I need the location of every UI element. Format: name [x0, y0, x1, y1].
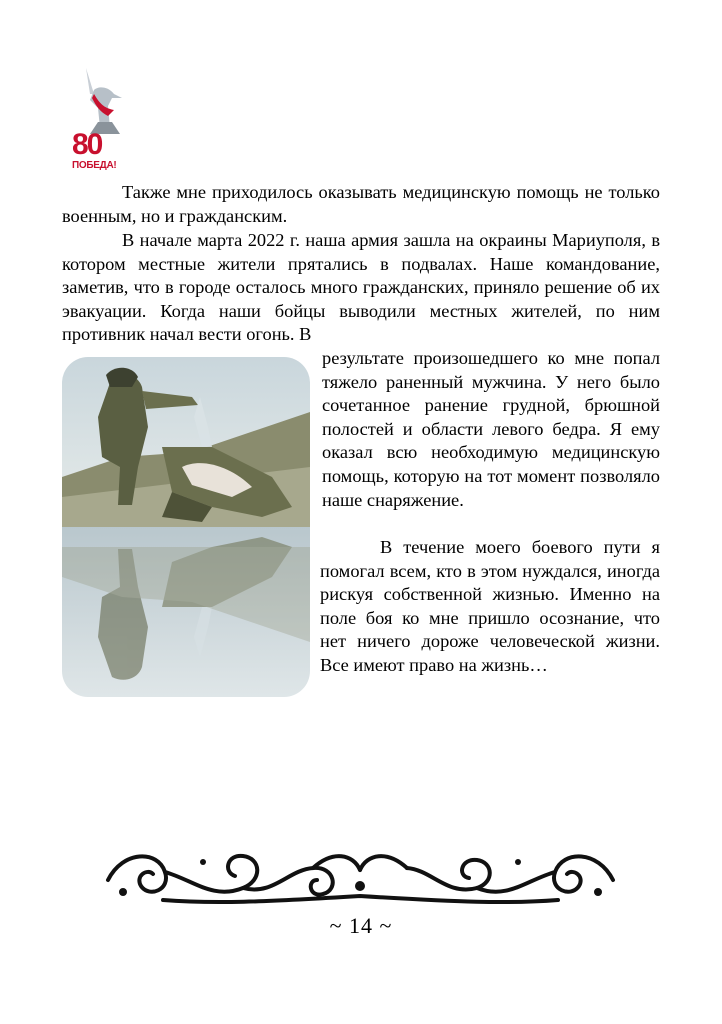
paragraph-2: В начале марта 2022 г. наша армия зашла на окраины Мариуполя, в котором местные жители прятались в подвалах. Наше командование, заметив, что в городе осталось много гражданских, приняло решение об их эвакуации. Когда наши бойцы выводили местных жителей, по ним противник начал вести огонь. В — [62, 230, 660, 345]
soldier-medic-photo — [62, 357, 310, 697]
logo-number: 80 — [72, 128, 102, 161]
page-number: ~ 14 ~ — [329, 913, 393, 938]
paragraph-1: Также мне приходилось оказывать медицинскую помощь не только военным, но и гражданским. — [62, 182, 660, 226]
paragraph-2-continued: результате произошедшего ко мне попал тяжело раненный мужчина. У него было сочетанное ранение грудной, брюшной полостей и области левого бедра. Я ему оказал всю необходимую медицинскую помощь, которую на тот момент позволяло наше снаряжение. — [322, 348, 660, 510]
logo-word: ПОБЕДА! — [72, 160, 117, 171]
flourish-ornament-icon — [103, 840, 618, 910]
victory-80-logo — [64, 64, 134, 174]
paragraph-3: В течение моего боевого пути я помогал всем, кто в этом нуждался, иногда рискуя собственной жизнью. Именно на поле боя ко мне пришло осознание, что нет ничего дороже человеческой жизни. Все имеют право на жизнь… — [320, 537, 660, 675]
decorative-flourish-divider — [103, 840, 618, 910]
